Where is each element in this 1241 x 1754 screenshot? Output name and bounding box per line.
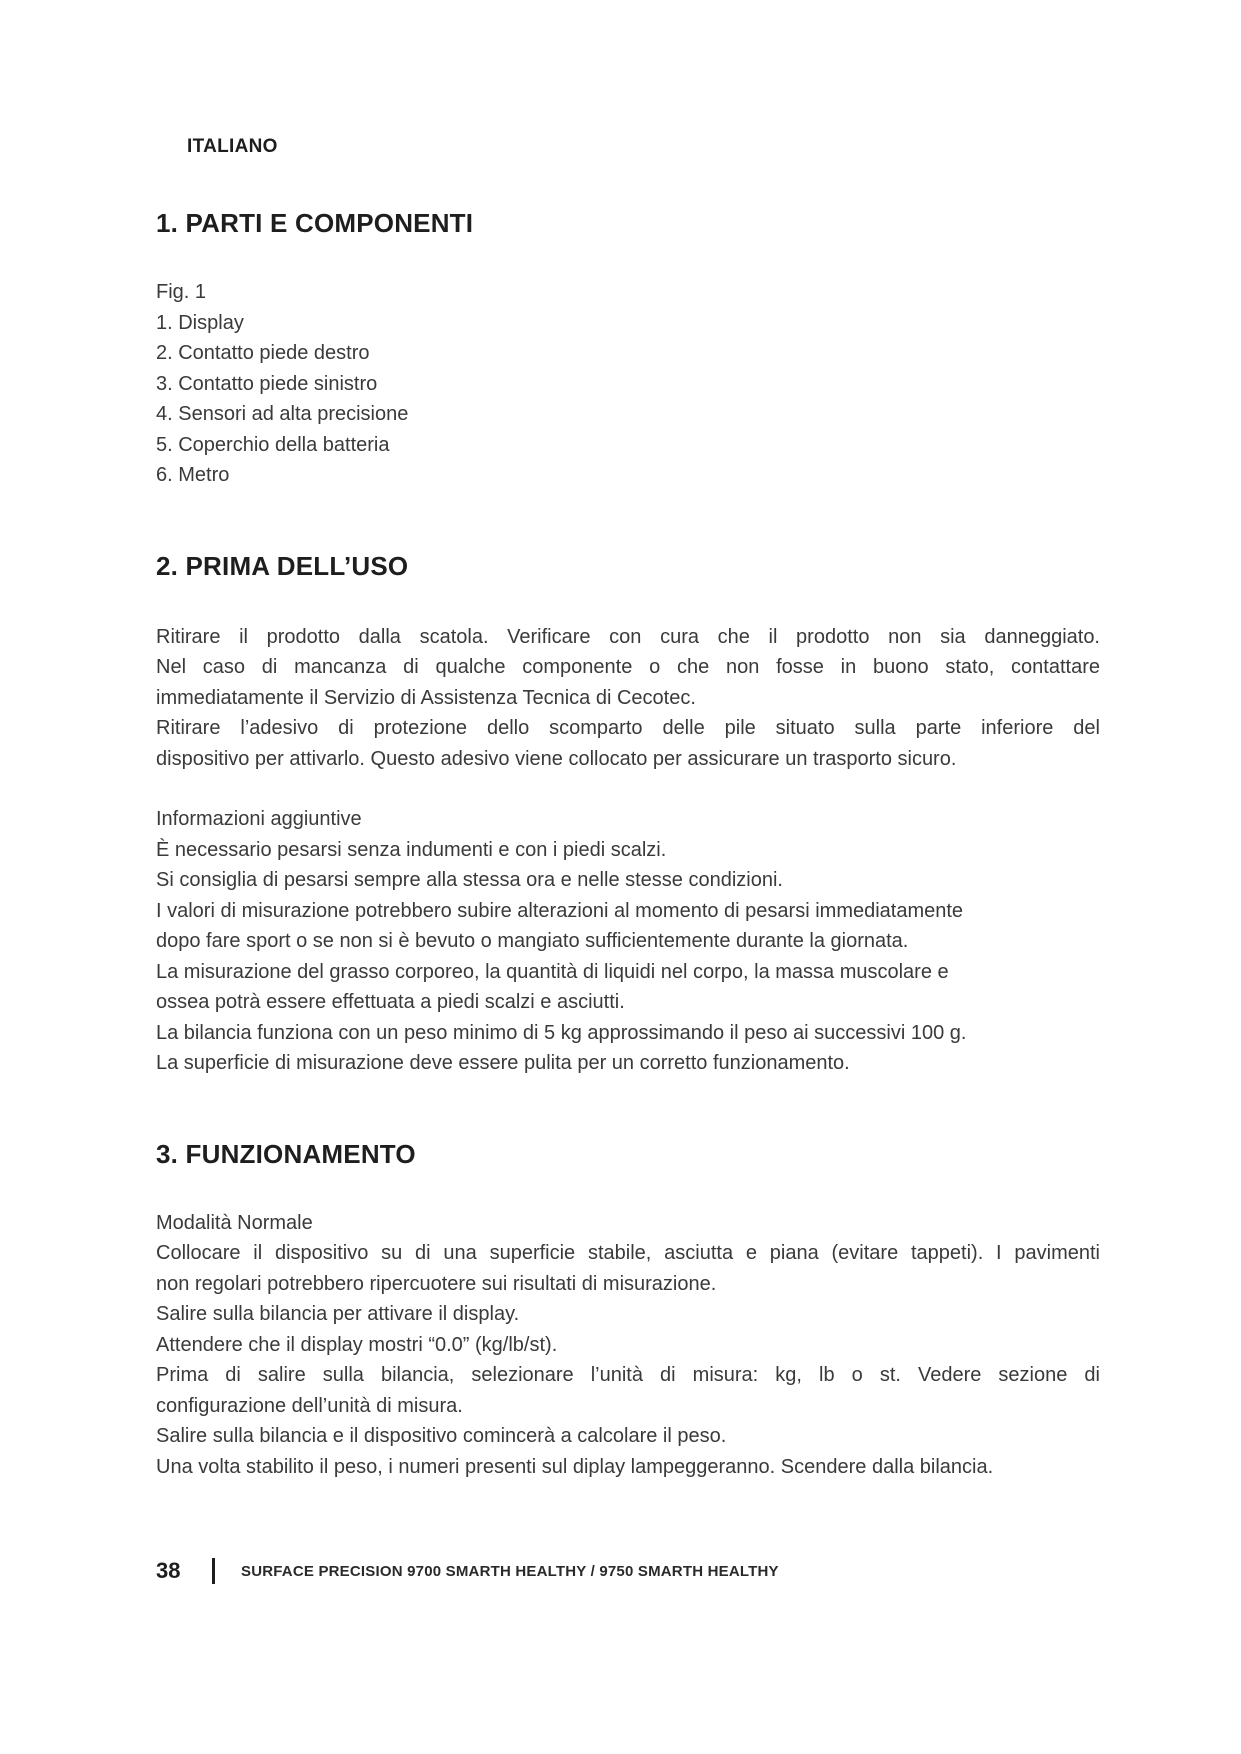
paragraph-line: non regolari potrebbero ripercuotere sui risultati di misurazione. [156, 1272, 717, 1295]
operation-text [156, 1208, 1100, 1483]
paragraph-gap [156, 774, 1100, 804]
paragraph-line: Ritirare l’adesivo di protezione dello scomparto delle pile situato sulla parte inferiore del [156, 717, 1100, 739]
paragraph-line: La bilancia funziona con un peso minimo di 5 kg approssimando il peso ai successivi 100 g. [156, 1021, 967, 1044]
paragraph-line: I valori di misurazione potrebbero subire alterazioni al momento di pesarsi immediatamente [156, 899, 964, 922]
parts-list [156, 277, 1100, 491]
paragraph-line: Prima di salire sulla bilancia, selezionare l’unità di misura: kg, lb o st. Vedere sezione di [156, 1364, 1100, 1386]
before-use-text [156, 622, 1100, 1079]
page-footer [156, 1556, 779, 1586]
parts-figure-label: Fig. 1 [156, 281, 207, 303]
paragraph-line: immediatamente il Servizio di Assistenza Tecnica di Cecotec. [156, 686, 696, 709]
footer-divider [212, 1558, 215, 1584]
paragraph-line: Nel caso di mancanza di qualche componente o che non fosse in buono stato, contattare [156, 656, 1100, 678]
section-title-before-use: 2. PRIMA DELL’USO [156, 550, 409, 581]
section-title-parts: 1. PARTI E COMPONENTI [156, 208, 474, 238]
paragraph-line: Si consiglia di pesarsi sempre alla stessa ora e nelle stesse condizioni. [156, 869, 783, 891]
paragraph-line: Una volta stabilito il peso, i numeri presenti sul diplay lampeggeranno. Scendere dalla bilancia. [156, 1455, 994, 1478]
paragraph-line: La superficie di misurazione deve essere pulita per un corretto funzionamento. [156, 1052, 850, 1074]
page-number: 38 [156, 1558, 181, 1583]
section-title-operation: 3. FUNZIONAMENTO [156, 1138, 416, 1169]
parts-list-item: 3. Contatto piede sinistro [156, 372, 378, 395]
parts-list-item: 6. Metro [156, 464, 230, 486]
paragraph-line: Salire sulla bilancia per attivare il display. [156, 1303, 520, 1325]
paragraph-line: È necessario pesarsi senza indumenti e con i piedi scalzi. [156, 838, 667, 861]
paragraph-line: La misurazione del grasso corporeo, la quantità di liquidi nel corpo, la massa muscolare e [156, 960, 949, 983]
parts-list-item: 5. Coperchio della batteria [156, 433, 390, 456]
paragraph-line: Collocare il dispositivo su di una superficie stabile, asciutta e piana (evitare tappeti). I pavimenti [156, 1242, 1100, 1264]
paragraph-line: Salire sulla bilancia e il dispositivo comincerà a calcolare il peso. [156, 1425, 727, 1447]
paragraph-line: dopo fare sport o se non si è bevuto o mangiato sufficientemente durante la giornata. [156, 930, 909, 952]
normal-mode-heading: Modalità Normale [156, 1211, 313, 1234]
page-content [156, 208, 1100, 1482]
paragraph-line: dispositivo per attivarlo. Questo adesivo viene collocato per assicurare un trasporto sicuro. [156, 747, 957, 770]
parts-list-item: 1. Display [156, 311, 244, 334]
paragraph-line: Attendere che il display mostri “0.0” (kg/lb/st). [156, 1333, 558, 1356]
product-name: SURFACE PRECISION 9700 SMARTH HEALTHY / 9750 SMARTH HEALTHY [241, 1562, 779, 1580]
paragraph-line: configurazione dell’unità di misura. [156, 1394, 463, 1417]
parts-list-item: 2. Contatto piede destro [156, 342, 370, 364]
language-label: ITALIANO [187, 136, 278, 157]
paragraph-line: Ritirare il prodotto dalla scatola. Verificare con cura che il prodotto non sia danneggiato. [156, 625, 1100, 648]
paragraph-line: ossea potrà essere effettuata a piedi scalzi e asciutti. [156, 991, 625, 1013]
parts-list-item: 4. Sensori ad alta precisione [156, 403, 409, 425]
additional-info-heading: Informazioni aggiuntive [156, 808, 362, 830]
